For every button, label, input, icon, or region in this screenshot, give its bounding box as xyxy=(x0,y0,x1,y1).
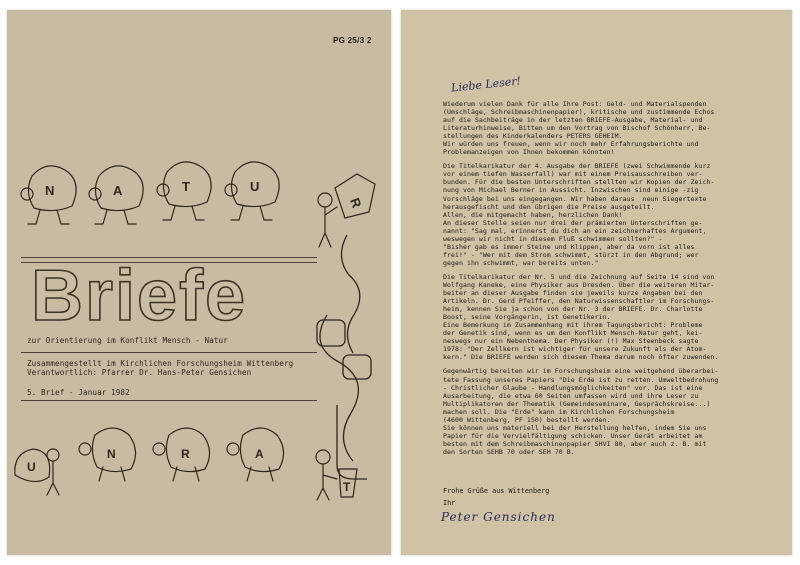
letter-t: T xyxy=(182,179,190,194)
letter-paragraph-1: Wiederum vielen Dank für alle Ihre Post: Geld- und Materialspenden (Umschläge, Schreibmaschinenpapier), kritische und zustimmende Echos auf die Sachbeiträge in der letzten BRIEFE-Ausgabe, Material- und Literaturhinweise, Bitten um den Vortrag von Bischof Schönherr, Be- stellungen des Kinderkalenders PETERS GEHEIM. Wir würden uns freuen, wenn wir noch mehr Erfahrungsberichte und Problemanzeigen von Ihnen bekommen könnten! xyxy=(443,100,715,157)
bottom-figures-illustration xyxy=(7,425,391,525)
responsible-line: Verantwortlich: Pfarrer Dr. Hans-Peter Gensichen xyxy=(27,368,252,377)
letter-a-bottom: A xyxy=(255,447,264,461)
closing-line: Frohe Grüße aus Wittenberg xyxy=(443,487,550,495)
figure-u-bottom xyxy=(15,449,59,495)
closing-ihr: Ihr xyxy=(443,499,456,507)
issue-line: 5. Brief - Januar 1982 xyxy=(27,388,130,397)
cover-title: Briefe xyxy=(31,256,248,336)
letter-page xyxy=(401,10,792,555)
letter-n-bottom: N xyxy=(107,447,116,461)
compiled-line: Zusammengestellt im Kirchlichen Forschungsheim Wittenberg xyxy=(27,359,294,368)
lower-rule xyxy=(21,400,317,401)
letter-r-bottom: R xyxy=(181,447,190,461)
handwritten-greeting: Liebe Leser! xyxy=(450,74,522,95)
letter-t-bottom: T xyxy=(343,480,351,494)
letter-r: R xyxy=(347,195,365,210)
letter-n: N xyxy=(45,183,55,198)
cover-subtitle: zur Orientierung im Konflikt Mensch - Natur xyxy=(27,336,228,345)
cover-page xyxy=(7,10,391,555)
letter-u-bottom: U xyxy=(27,460,36,474)
letter-paragraph-4: Gegenwärtig bereiten wir im Forschungsheim eine weitgehend überarbei- tete Fassung unseres Papiers "Die Erde ist zu retten. Umweltbedrohung - Christlicher Glaube - Handlungsmöglichkeiten" vor. Das ist eine Ausarbeitung, die etwa 60 Seiten umfassen wird und ihre Leser zu Multiplikatoren der Thematik (Gemeindeseminare, Gesprächskreise...) machen soll. Die "Erde" kann im Kirchlichen Forschungsheim (4600 Wittenberg, PF 150) bestellt werden. Sie können uns materiell bei der Herstellung helfen, indem Sie uns Papier für die Vervielfältigung schicken. Unser Gerät arbeitet am besten mit dem Schreibmaschinenpapier SHVI 80, aber auch z. B. mit den Sorten SEHB 70 oder SEH 70 B. xyxy=(443,367,719,456)
figure-t-bottom xyxy=(316,450,357,500)
document-id: PG 25/3 2 xyxy=(333,36,372,45)
letter-a: A xyxy=(113,183,123,198)
middle-rule xyxy=(21,352,317,353)
handwritten-signature: Peter Gensichen xyxy=(441,510,556,524)
letter-u: U xyxy=(250,179,260,194)
letter-body xyxy=(443,100,783,462)
letter-paragraph-3: Die Titelkarikatur der Nr. 5 und die Zeichnung auf Seite 14 sind von Wolfgang Kaneke, eine Physiker aus Dresden. Über die weiteren Mitar- beiter an dieser Ausgabe finden sie jeweils kurze Angaben bei den Artikeln. Dr. Gerd Pfeiffer, den Naturwissenschaftler im Forschungs- heim, kennen Sie ja schon von der Nr. 3 der BRIEFE. Dr. Charlotte Boost, seine Vorgängerin, ist Genetikerin. Eine Bemerkung im Zusammenhang mit ihrem Tagungsbericht: Probleme der Genetik sind, wenn es um den Konflikt Mensch-Natur geht, kei- neswegs nur ein Nebenthema. Der Physiker (!) Max Steenbeck sagte 1978: "Der Zellkern ist wichtiger für unsere Zukunft als der Atom- kern." Die BRIEFE werden sich diesem Thema darum noch öfter zuwenden. xyxy=(443,272,719,362)
letter-paragraph-2: Die Titelkarikatur der 4. Ausgabe der BRIEFE (zwei Schwimmende kurz vor einem tiefen Wasserfall) war mit einem Preisausschreiben ver- bunden. Für die besten Unterschriften stellten wir Kopien der Zeich- nung von Michael Berner in Aussicht. Inzwischen sind einige -zig Vorschläge bei uns eingegangen. Wir haben daraus neun Siegertexte herausgefischt und den übrigen die Preise ausgeteilt. Allen, die mitgemacht haben, herzlichen Dank! An dieser Stelle seien nur drei der prämierten Unterschriften ge- nannt: "Sag mal, erinnerst du dich an ein zeichnerhaftes Argument, weswegen wir nicht in diesem Fluß schwimmen sollten?" - "Bisher gab es immer Steine und Klippen, aber da vorn ist alles frei!" - "Wer mit dem Strom schwimmt, stürzt in den Abgrund; wer gegen ihn schwimmt, war bereits unten." xyxy=(443,162,715,267)
